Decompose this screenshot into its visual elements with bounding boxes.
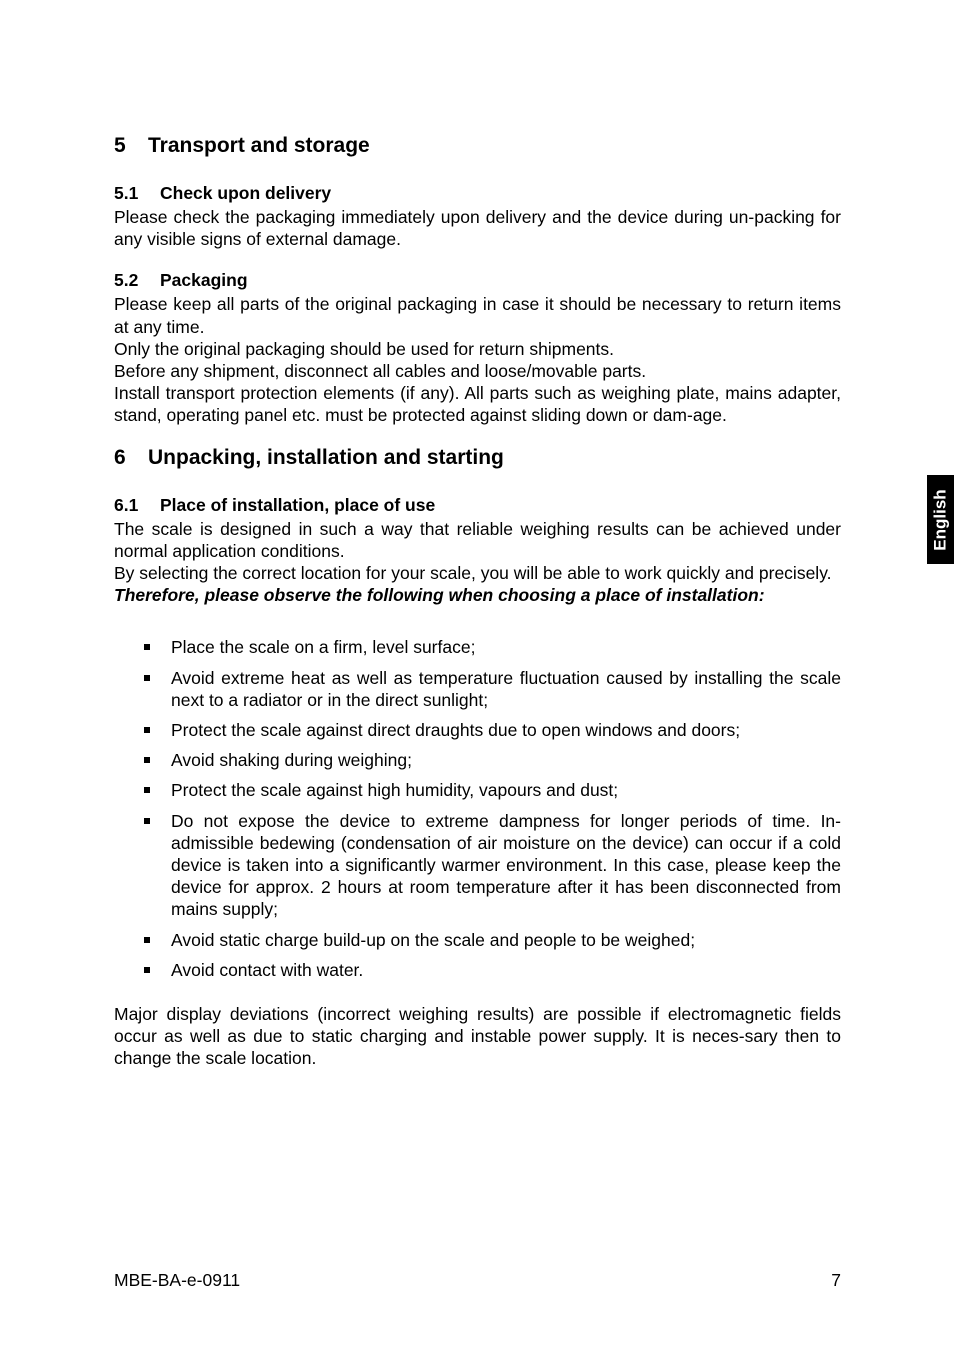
bullet-icon bbox=[144, 787, 150, 793]
footer-document-id: MBE-BA-e-0911 bbox=[114, 1270, 241, 1290]
list-item bbox=[114, 929, 841, 951]
closing-paragraph: Major display deviations (incorrect weighing results) are possible if electromagnetic fields occur as well as due to static charging and instable power supply. It is neces-sary then to change the scale location. bbox=[114, 1004, 841, 1069]
paragraph: Only the original packaging should be used for return shipments. bbox=[114, 338, 615, 359]
section-title: Place of installation, place of use bbox=[160, 494, 436, 515]
section-5-1-heading bbox=[114, 180, 841, 206]
bullet-icon bbox=[144, 675, 150, 681]
page-content bbox=[114, 131, 841, 1070]
section-5-heading bbox=[114, 131, 841, 161]
section-number: 6.1 bbox=[114, 494, 139, 515]
bullet-icon bbox=[144, 727, 150, 733]
section-title: Check upon delivery bbox=[160, 183, 332, 203]
installation-guidelines-list bbox=[114, 636, 841, 981]
section-number: 6 bbox=[114, 445, 126, 469]
section-6-heading bbox=[114, 443, 841, 473]
section-title: Unpacking, installation and starting bbox=[148, 445, 504, 469]
section-6-1-heading bbox=[114, 492, 841, 518]
list-item-text: Avoid extreme heat as well as temperature fluctuation caused by installing the scale next to a radiator or in the direct sunlight; bbox=[171, 667, 841, 710]
bullet-icon bbox=[144, 644, 150, 650]
list-item bbox=[114, 779, 841, 801]
paragraph: Please keep all parts of the original packaging in case it should be necessary to return items at any time. bbox=[114, 294, 841, 337]
list-item-text: Avoid contact with water. bbox=[171, 959, 364, 980]
list-item-text: Protect the scale against direct draughts due to open windows and doors; bbox=[171, 720, 741, 741]
section-title: Packaging bbox=[160, 270, 248, 291]
footer-page-number: 7 bbox=[831, 1270, 841, 1290]
bullet-icon bbox=[144, 937, 150, 943]
list-item-text: Avoid shaking during weighing; bbox=[171, 750, 412, 771]
bullet-icon bbox=[144, 818, 150, 824]
list-item bbox=[114, 719, 841, 741]
section-number: 5 bbox=[114, 134, 126, 157]
emphasis-text: Therefore, please observe the following when choosing a place of installation: bbox=[114, 585, 765, 606]
list-item bbox=[114, 959, 841, 981]
bullet-icon bbox=[144, 757, 150, 763]
list-item bbox=[114, 636, 841, 658]
list-item-text: Place the scale on a firm, level surface; bbox=[171, 637, 476, 658]
paragraph: Before any shipment, disconnect all cables and loose/movable parts. bbox=[114, 361, 647, 382]
paragraph: The scale is designed in such a way that reliable weighing results can be achieved under normal application conditions. bbox=[114, 518, 841, 561]
list-item-text: Protect the scale against high humidity, vapours and dust; bbox=[171, 780, 619, 801]
list-item-text: Avoid static charge build-up on the scale and people to be weighed; bbox=[171, 929, 696, 950]
list-item bbox=[114, 749, 841, 771]
language-tab-label: English bbox=[930, 488, 950, 551]
paragraph: Install transport protection elements (if any). All parts such as weighing plate, mains adapter, stand, operating panel etc. must be protected against sliding down or dam-age. bbox=[114, 383, 841, 426]
paragraph: By selecting the correct location for your scale, you will be able to work quickly and precisely. bbox=[114, 563, 832, 584]
list-item bbox=[114, 667, 841, 711]
list-item-text: Do not expose the device to extreme dampness for longer periods of time. In-admissible bedewing (condensation of air moisture on the device) can occur if a cold device is taken into a significantly warmer environment. In this case, please keep the device for approx. 2 hours at room temperature after it has been disconnected from mains supply; bbox=[171, 810, 841, 920]
section-title: Transport and storage bbox=[148, 134, 370, 157]
bullet-icon bbox=[144, 967, 150, 973]
language-tab bbox=[927, 475, 954, 564]
section-5-1-text: Please check the packaging immediately upon delivery and the device during un-packing for any visible signs of external damage. bbox=[114, 207, 841, 250]
list-item bbox=[114, 810, 841, 921]
section-number: 5.1 bbox=[114, 183, 139, 203]
section-5-2-heading bbox=[114, 267, 841, 293]
section-number: 5.2 bbox=[114, 270, 139, 291]
